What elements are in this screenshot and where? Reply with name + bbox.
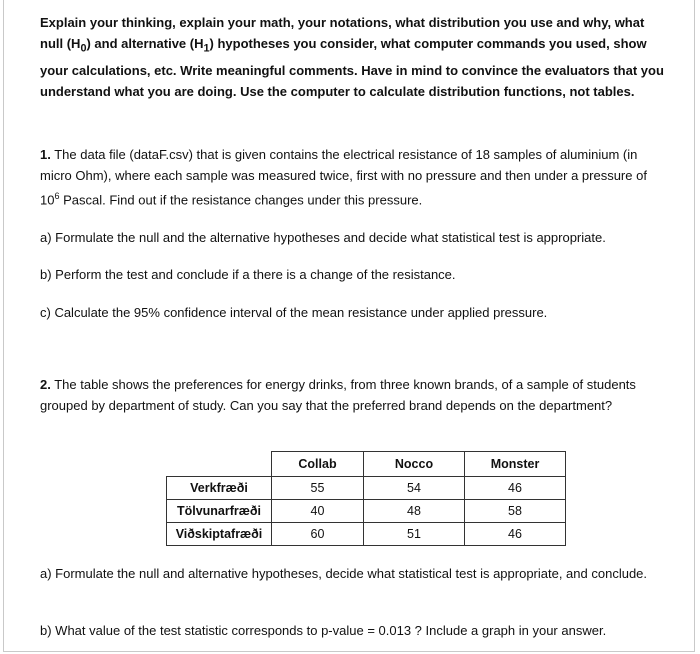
question-2b: b) What value of the test statistic corresponds to p-value = 0.013 ? Include a graph in your answer. bbox=[40, 623, 607, 638]
row-label: Verkfræði bbox=[167, 477, 272, 500]
h1-subscript: 1 bbox=[203, 42, 210, 55]
question-2-number: 2. bbox=[40, 377, 51, 392]
table-cell: 51 bbox=[364, 523, 465, 546]
table-cell: 46 bbox=[465, 523, 566, 546]
question-1c: c) Calculate the 95% confidence interval of the mean resistance under applied pressure. bbox=[40, 305, 548, 320]
instructions-text-b: ) and alternative (H bbox=[86, 36, 204, 51]
table-corner-cell bbox=[167, 452, 272, 477]
preferences-table bbox=[166, 451, 566, 546]
question-1b: b) Perform the test and conclude if a there is a change of the resistance. bbox=[40, 267, 456, 282]
question-1-number: 1. bbox=[40, 147, 51, 162]
table-header-row bbox=[167, 452, 566, 477]
table-cell: 48 bbox=[364, 500, 465, 523]
question-1-text-b: Pascal. Find out if the resistance changes under this pressure. bbox=[59, 192, 423, 208]
exponent: 6 bbox=[54, 191, 60, 201]
h0-subscript: 0 bbox=[80, 42, 87, 55]
column-header-nocco: Nocco bbox=[364, 452, 465, 477]
table-cell: 40 bbox=[272, 500, 364, 523]
question-2-text: The table shows the preferences for energy drinks, from three known brands, of a sample of students grouped by department of study. Can you say that the preferred brand depends on the department? bbox=[40, 377, 636, 413]
question-1a: a) Formulate the null and the alternative hypotheses and decide what statistical test is appropriate. bbox=[40, 230, 606, 245]
table-cell: 46 bbox=[465, 477, 566, 500]
table-row bbox=[167, 500, 566, 523]
question-2a: a) Formulate the null and alternative hypotheses, decide what statistical test is appropriate, and conclude. bbox=[40, 566, 648, 581]
row-label: Tölvunarfræði bbox=[167, 500, 272, 523]
column-header-collab: Collab bbox=[272, 452, 364, 477]
question-2 bbox=[40, 374, 670, 416]
table-row bbox=[167, 477, 566, 500]
table-cell: 60 bbox=[272, 523, 364, 546]
table-cell: 55 bbox=[272, 477, 364, 500]
instructions-text-a: Explain your thinking, explain your math, your notations, what distribution you use and why, what null (H bbox=[40, 15, 645, 51]
row-label: Viðskiptafræði bbox=[167, 523, 272, 546]
instructions-paragraph bbox=[40, 12, 670, 102]
table-cell: 54 bbox=[364, 477, 465, 500]
instructions-text-c: ) hypotheses you consider, what computer commands you used, show your calculations, etc. Write meaningful comments. Have in mind to convince the evaluators that you understand what you are doing. Use the computer to calculate distribution functions, not tables. bbox=[40, 36, 664, 99]
table-cell: 58 bbox=[465, 500, 566, 523]
column-header-monster: Monster bbox=[465, 452, 566, 477]
question-1 bbox=[40, 144, 670, 210]
table-row bbox=[167, 523, 566, 546]
question-1-text-a: The data file (dataF.csv) that is given contains the electrical resistance of 18 samples of aluminium (in micro Ohm), where each sample was measured twice, first with no pressure and then under a pressure of 10 bbox=[40, 147, 647, 208]
